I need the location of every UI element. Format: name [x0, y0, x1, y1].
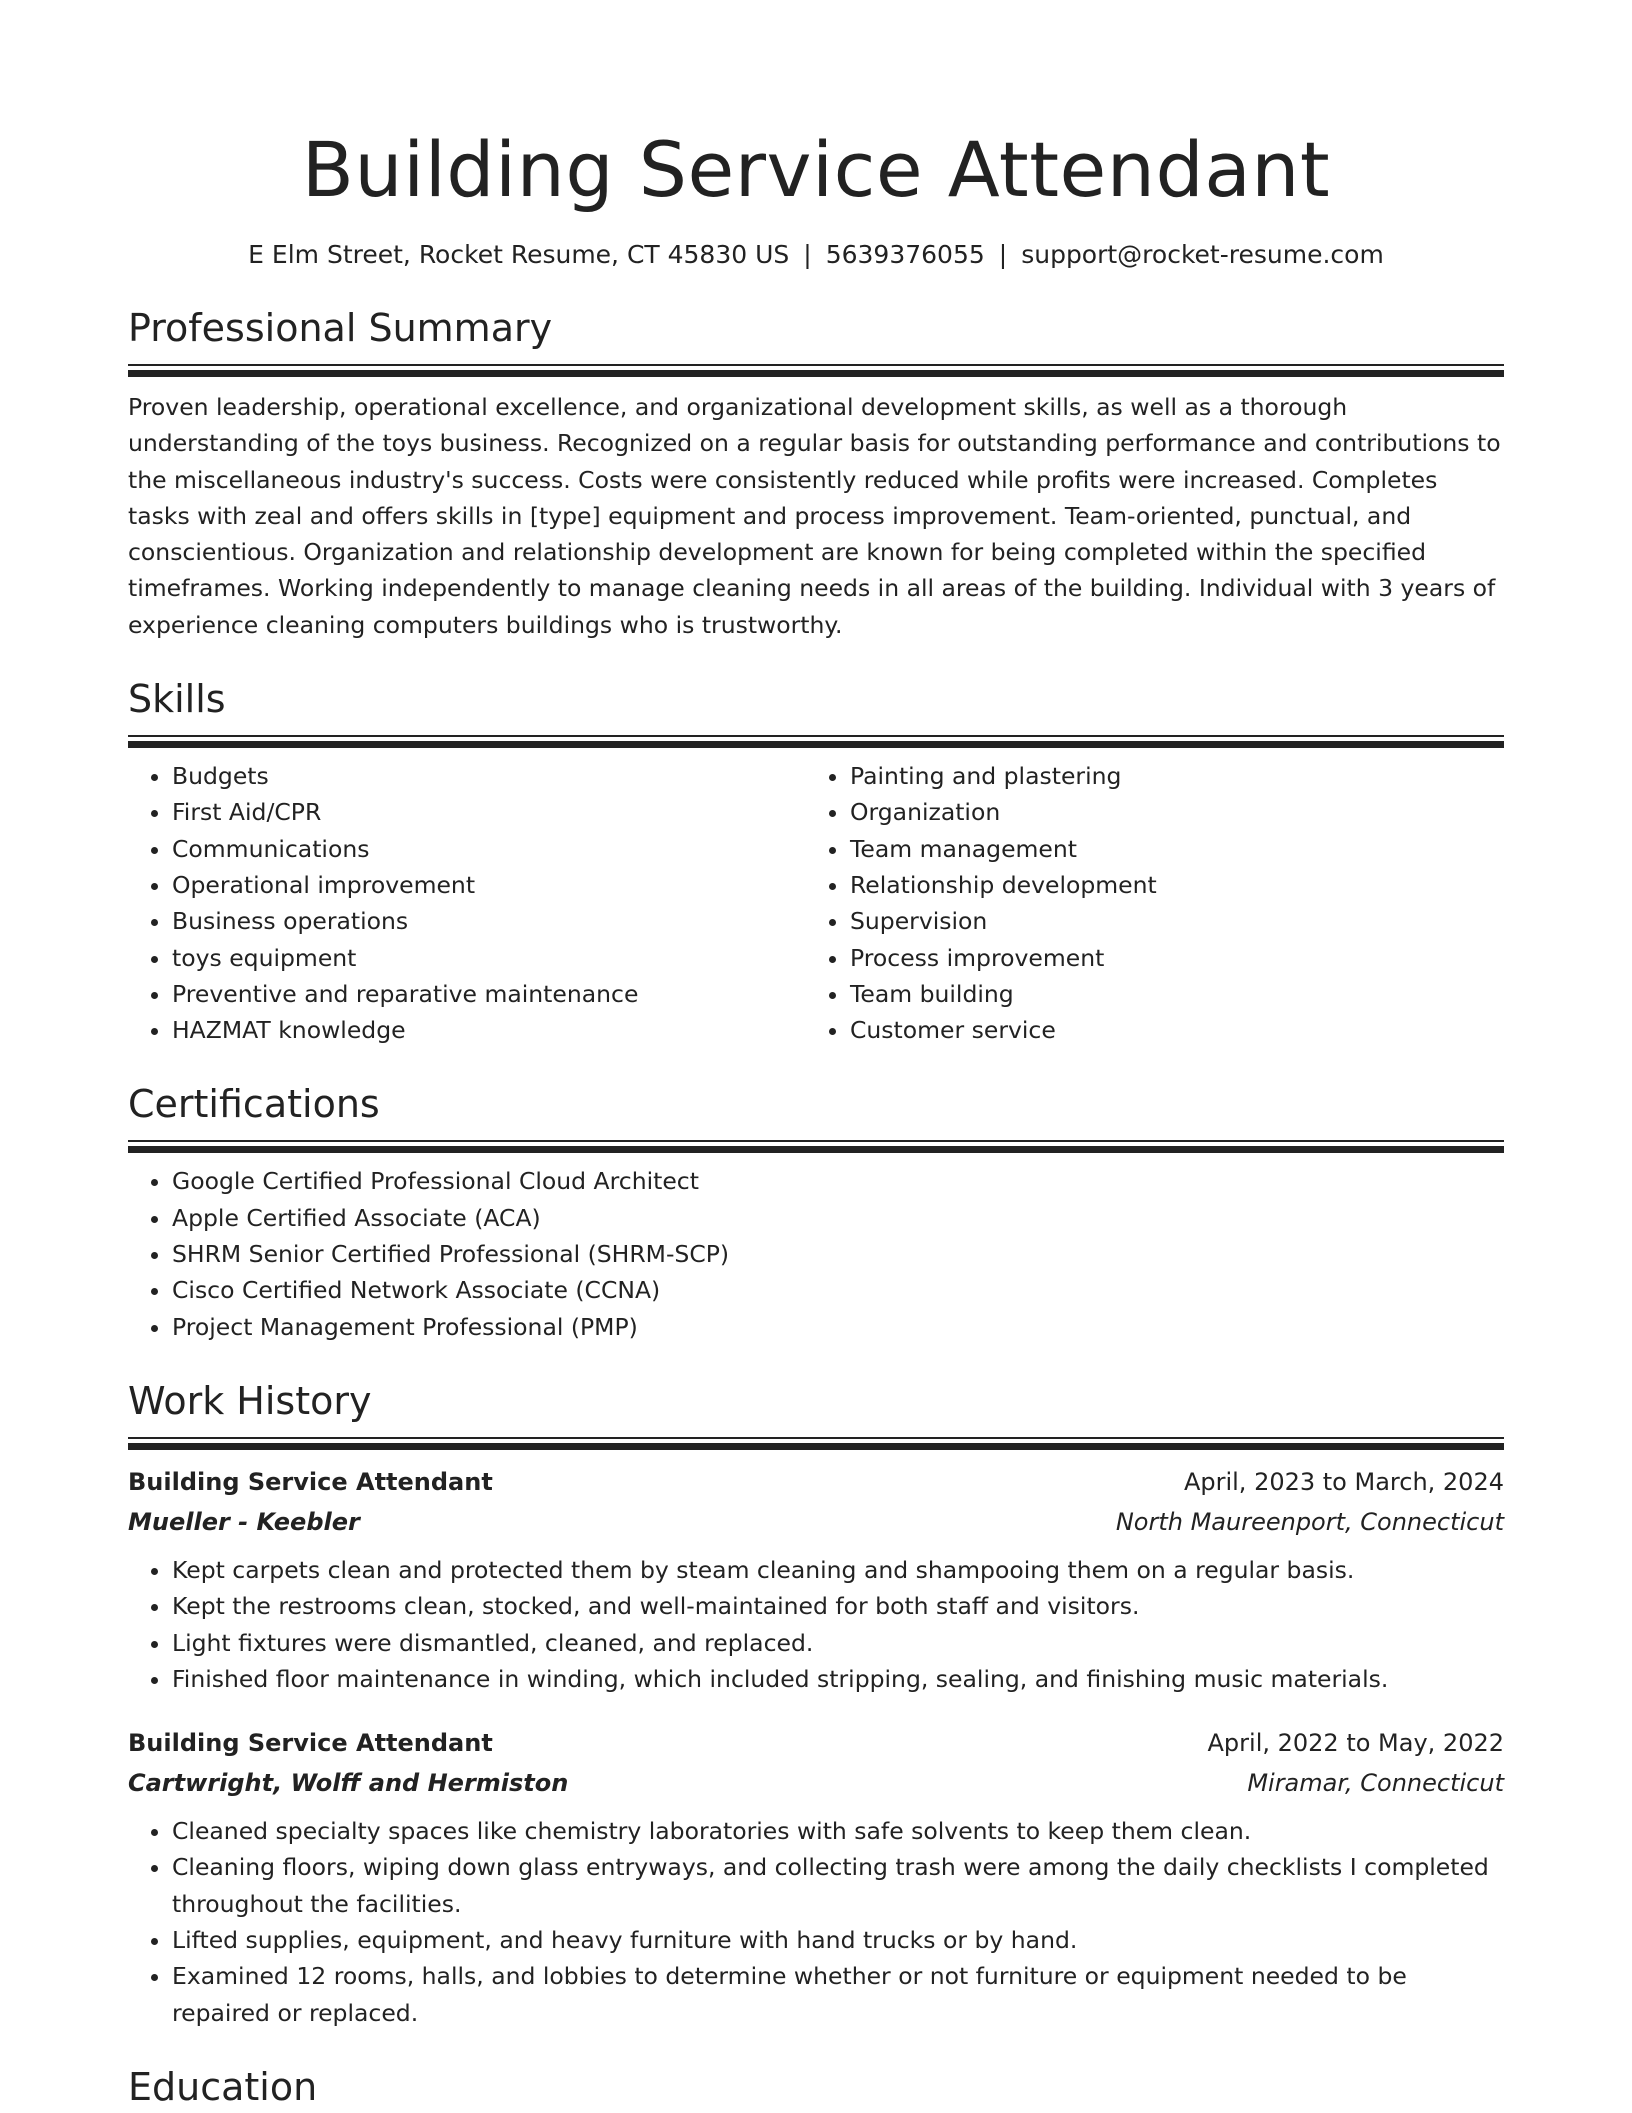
job-company-row [128, 1502, 1504, 1542]
job-bullet: • Lifted supplies, equipment, and heavy furniture with hand trucks or by hand. [172, 1922, 1504, 1958]
skill-item: • Relationship development [850, 867, 1484, 903]
job-bullets [128, 1552, 1504, 1697]
resume-title: Building Service Attendant [301, 125, 1331, 214]
job-bullet: • Cleaned specialty spaces like chemistry laboratories with safe solvents to keep them clean. [172, 1813, 1504, 1849]
certification-item: • Project Management Professional (PMP) [172, 1309, 1504, 1345]
certifications-section [128, 1078, 1504, 1344]
job-header-row [128, 1462, 1504, 1502]
job-location: North Maureenport, Connecticut [1115, 1507, 1504, 1536]
section-divider [128, 1437, 1504, 1450]
summary-text: Proven leadership, operational excellence, and organizational development skills, as well as a thorough understanding of the toys business. Recognized on a regular basis for outstanding performance and contributions to the miscellaneous industry's success. Costs were consistently reduced while profits were increased. Completes tasks with zeal and offers skills in [type] equipment and process improvement. Team-oriented, punctual, and conscientious. Organization and relationship development are known for being completed within the specified timeframes. Working independently to manage cleaning needs in all areas of the building. Individual with 3 years of experience cleaning computers buildings who is trustworthy. [128, 393, 1501, 639]
skills-section [128, 673, 1504, 1048]
skill-item: • Customer service [850, 1012, 1484, 1048]
certification-item: • Apple Certified Associate (ACA) [172, 1200, 1504, 1236]
job-bullet: • Cleaning floors, wiping down glass entryways, and collecting trash were among the daily checklists I completed throughout the facilities. [172, 1849, 1504, 1922]
section-divider [128, 735, 1504, 748]
section-heading: Work History [128, 1378, 372, 1423]
summary-section [128, 302, 1504, 643]
skills-list-right [806, 758, 1484, 1048]
skill-item: • Process improvement [850, 940, 1484, 976]
skill-item: • Operational improvement [172, 867, 806, 903]
certification-item: • Cisco Certified Network Associate (CCNA) [172, 1272, 1504, 1308]
contact-separator: | [803, 240, 812, 269]
skill-item: • Organization [850, 794, 1484, 830]
contact-line [128, 238, 1504, 272]
job-title: Building Service Attendant [128, 1729, 493, 1758]
job-entry [128, 1462, 1504, 1697]
skill-item: • Communications [172, 831, 806, 867]
contact-phone: 5639376055 [825, 240, 985, 269]
education-section [128, 2061, 1504, 2113]
job-dates: April, 2023 to March, 2024 [1183, 1467, 1504, 1496]
skills-list-left [128, 758, 806, 1048]
skill-item: • Supervision [850, 903, 1484, 939]
skill-item: • Team management [850, 831, 1484, 867]
contact-email: support@rocket-resume.com [1021, 240, 1384, 269]
contact-separator: | [998, 240, 1008, 269]
job-bullet: • Light fixtures were dismantled, cleaned, and replaced. [172, 1625, 1504, 1661]
skill-item: • Team building [850, 976, 1484, 1012]
job-company: Cartwright, Wolff and Hermiston [128, 1769, 569, 1798]
job-company: Mueller - Keebler [128, 1507, 360, 1536]
section-heading: Skills [128, 677, 226, 722]
job-location: Miramar, Connecticut [1247, 1769, 1504, 1798]
skill-item: • First Aid/CPR [172, 794, 806, 830]
skill-item: • Business operations [172, 903, 806, 939]
skills-columns [128, 758, 1504, 1048]
skill-item: • HAZMAT knowledge [172, 1012, 806, 1048]
certification-item: • Google Certified Professional Cloud Architect [172, 1163, 1504, 1199]
section-divider [128, 364, 1504, 377]
section-divider [128, 1140, 1504, 1153]
job-header-row [128, 1723, 1504, 1763]
skill-item: • Budgets [172, 758, 806, 794]
job-bullet: • Examined 12 rooms, halls, and lobbies to determine whether or not furniture or equipment needed to be repaired or replaced. [172, 1958, 1504, 2031]
job-company-row [128, 1763, 1504, 1803]
job-bullet: • Kept the restrooms clean, stocked, and well-maintained for both staff and visitors. [172, 1588, 1504, 1624]
certification-item: • SHRM Senior Certified Professional (SHRM-SCP) [172, 1236, 1504, 1272]
job-title: Building Service Attendant [128, 1467, 493, 1496]
job-dates: April, 2022 to May, 2022 [1207, 1729, 1504, 1758]
job-bullet: • Kept carpets clean and protected them by steam cleaning and shampooing them on a regular basis. [172, 1552, 1504, 1588]
skill-item: • Preventive and reparative maintenance [172, 976, 806, 1012]
skill-item: • toys equipment [172, 940, 806, 976]
job-bullet: • Finished floor maintenance in winding, which included stripping, sealing, and finishing music materials. [172, 1661, 1504, 1697]
work-history-section [128, 1375, 1504, 2031]
section-heading: Education [128, 2064, 318, 2109]
section-heading: Certifications [128, 1082, 380, 1127]
certifications-list [128, 1163, 1504, 1344]
section-heading: Professional Summary [128, 306, 553, 350]
job-bullets [128, 1813, 1504, 2031]
contact-address: E Elm Street, Rocket Resume, CT 45830 US [248, 240, 790, 269]
job-entry [128, 1723, 1504, 2031]
skill-item: • Painting and plastering [850, 758, 1484, 794]
resume-page [128, 0, 1504, 2113]
